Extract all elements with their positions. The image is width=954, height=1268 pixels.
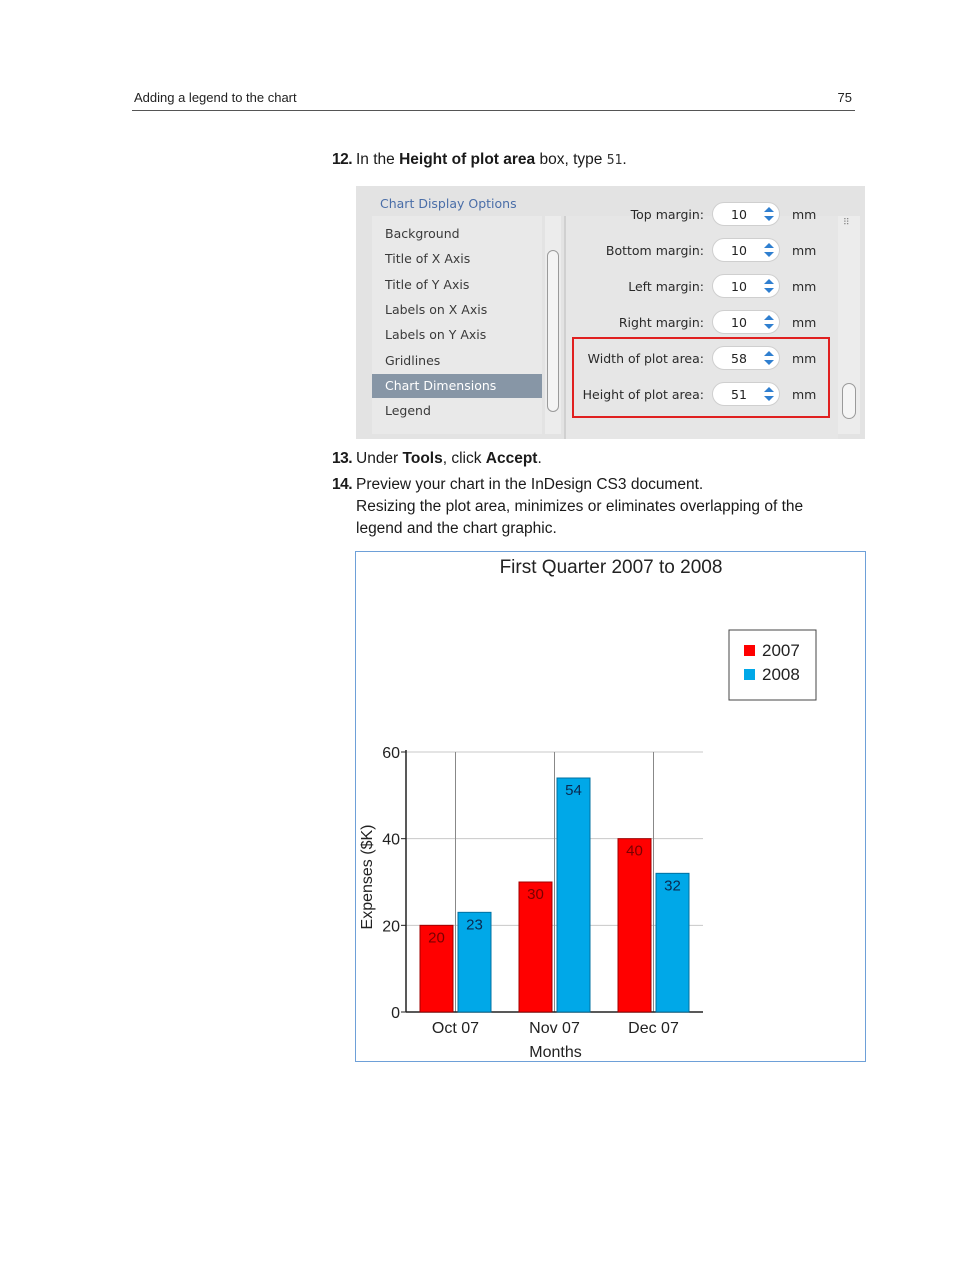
spinner-arrows-icon[interactable] <box>764 207 774 221</box>
field-value: 58 <box>731 351 747 366</box>
field-value: 10 <box>731 279 747 294</box>
bar-chart <box>356 552 865 1061</box>
step-text: Preview your chart in the InDesign CS3 document. <box>356 476 704 493</box>
step-12 <box>332 149 627 172</box>
step-13 <box>332 448 542 470</box>
field-label: Top margin: <box>630 207 704 222</box>
step-bold: Tools <box>402 450 443 467</box>
fields-scroll-thumb[interactable] <box>842 383 856 419</box>
option-item-legend[interactable]: Legend <box>385 403 431 419</box>
spinner-arrows-icon[interactable] <box>764 279 774 293</box>
field-label: Right margin: <box>618 315 704 330</box>
field-label: Bottom margin: <box>605 243 704 258</box>
chart-display-options-dialog <box>356 186 865 439</box>
chart-title: First Quarter 2007 to 2008 <box>499 557 723 578</box>
field-input-left-margin[interactable] <box>712 274 780 298</box>
step-code: 51 <box>606 153 623 168</box>
field-input-top-margin[interactable] <box>712 202 780 226</box>
header-rule <box>132 110 855 111</box>
dialog-title: Chart Display Options <box>380 196 517 211</box>
spinner-arrows-icon[interactable] <box>764 315 774 329</box>
field-value: 10 <box>731 315 747 330</box>
bar-data-label: 30 <box>527 886 544 903</box>
y-tick-label: 20 <box>382 918 400 936</box>
step-text: , click <box>442 450 486 467</box>
resize-grip-icon: ⠿ <box>843 218 850 228</box>
field-input-bottom-margin[interactable] <box>712 238 780 262</box>
field-label: Left margin: <box>628 279 704 294</box>
field-unit: mm <box>792 315 817 330</box>
option-item-labels-on-y-axis[interactable]: Labels on Y Axis <box>385 327 487 343</box>
legend-label: 2008 <box>762 665 800 684</box>
step-text: . <box>537 450 542 467</box>
bar-data-label: 40 <box>626 842 643 860</box>
field-label: Height of plot area: <box>582 387 704 402</box>
step-number: 12. <box>332 151 353 168</box>
legend-swatch-2007 <box>744 645 755 656</box>
x-tick-label: Oct 07 <box>431 1020 480 1037</box>
step-text: . <box>622 151 627 168</box>
bar-2007 <box>618 839 651 1012</box>
option-item-title-of-x-axis[interactable]: Title of X Axis <box>385 251 471 267</box>
x-axis-label: Months <box>529 1044 582 1061</box>
field-unit: mm <box>792 279 817 294</box>
bar-2008 <box>557 778 590 1012</box>
field-value: 51 <box>731 387 747 402</box>
step-bold: Accept <box>485 450 538 467</box>
step-text: In the <box>356 151 400 168</box>
spinner-arrows-icon[interactable] <box>764 243 774 257</box>
step-text: Under <box>356 450 403 467</box>
step-text: Resizing the plot area, minimizes or eliminates overlapping of the <box>356 498 804 515</box>
y-axis-label: Expenses ($K) <box>359 824 376 930</box>
step-text: box, type <box>535 151 607 168</box>
bar-data-label: 54 <box>565 782 582 799</box>
field-input-right-margin[interactable] <box>712 310 780 334</box>
step-number: 14. <box>332 476 353 493</box>
x-tick-label: Nov 07 <box>529 1020 580 1037</box>
step-14 <box>332 474 803 540</box>
field-label: Width of plot area: <box>587 351 704 366</box>
fields-scrollbar[interactable] <box>838 216 860 434</box>
options-list[interactable] <box>372 216 542 434</box>
step-bold: Height of plot area <box>399 151 536 168</box>
y-tick-label: 0 <box>391 1005 400 1022</box>
highlight-box <box>572 337 830 418</box>
option-item-title-of-y-axis[interactable]: Title of Y Axis <box>385 276 470 292</box>
bar-data-label: 23 <box>466 916 483 934</box>
running-header-section: Adding a legend to the chart <box>134 90 297 105</box>
legend-swatch-2008 <box>744 669 755 680</box>
bar-data-label: 32 <box>664 877 681 895</box>
chart-preview <box>355 551 866 1062</box>
field-value: 10 <box>731 207 747 222</box>
option-item-labels-on-x-axis[interactable]: Labels on X Axis <box>385 301 488 317</box>
x-tick-label: Dec 07 <box>628 1020 679 1037</box>
y-tick-label: 60 <box>382 745 400 762</box>
page-number: 75 <box>837 90 852 105</box>
option-item-gridlines[interactable]: Gridlines <box>385 352 441 368</box>
step-text: legend and the chart graphic. <box>356 520 557 537</box>
y-tick-label: 40 <box>382 831 400 849</box>
field-unit: mm <box>792 351 817 366</box>
step-number: 13. <box>332 450 353 467</box>
option-item-chart-dimensions[interactable]: Chart Dimensions <box>372 374 542 398</box>
legend-label: 2007 <box>762 641 800 660</box>
field-unit: mm <box>792 243 817 258</box>
field-value: 10 <box>731 243 747 258</box>
field-unit: mm <box>792 207 817 222</box>
bar-data-label: 20 <box>428 929 445 947</box>
field-unit: mm <box>792 387 817 402</box>
option-item-background[interactable]: Background <box>385 226 460 241</box>
